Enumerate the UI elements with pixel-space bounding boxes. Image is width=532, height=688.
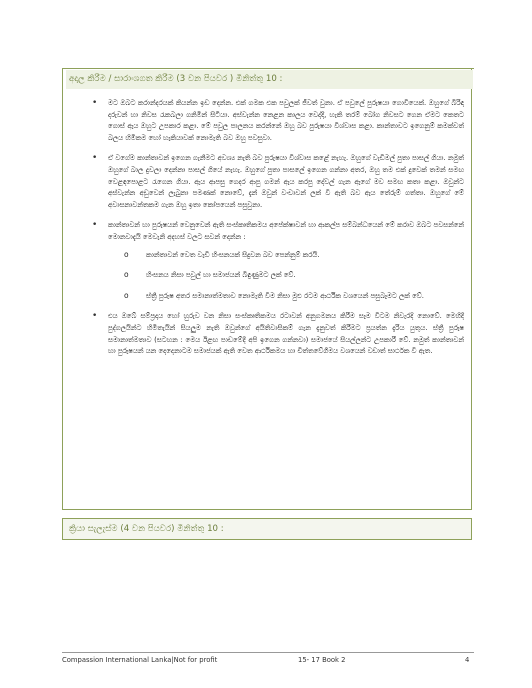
section-heading-apply: අදාල කිරීම / සාරාංශගත කිරීම (3 වන පියවර ) මිනිත්තු 10 : xyxy=(66,70,473,89)
bullet-discussion xyxy=(92,220,464,302)
sub-item: o කාන්තාවන් වෙත වැඩි හිංසනයක් සිදුවන බව පෙන්නුම් කරයි. xyxy=(108,250,464,262)
bullet-story xyxy=(92,98,464,144)
bullet-text: එය ඔබේ සම්ප්‍රදාය හෝ හුරුව වන නිසා සංස්කෘතිකමය රටාවන් අනුගමනය කිරීම සෑම විටම නිවැරදි නොවේ. මෙහිදී පුද්ගලයින්ට හිමිතැයින් සියලුම නැති ඔවුන්ගේ අයිතිවාසිකම් ගැන දැනුවත් කිරීමට ප්‍රයත්න දැරිය යුතුය. ස්ත්‍රී පුරුෂ සමානාත්මතාව (සටහන : මෙය ඊළඟ පාඩමේදී අපි ඉගෙන ගන්නවා) සමාජයේ සියල්ලන්ට උපකාරී වේ. නමුත් කාන්තාවන් හා පුරුෂයන් යන දෙදෙනාටම සමාජයක් ඇති වෙත ආර්ථිකමය හා චිත්තවේගීමය වශයෙන් වඩාත් සාර්ථක වී ඇත. xyxy=(108,312,464,356)
section-heading-action-plan: ක්‍රියා සැලැස්ම (4 වන පියවර) මිනිත්තු 10 : xyxy=(62,518,472,540)
bullet-story-continued xyxy=(92,153,464,211)
sub-list xyxy=(108,250,464,303)
footer-book: 15- 17 Book 2 xyxy=(298,656,346,664)
sub-item: o ස්ත්‍රී පුරුෂ අතර සමානාත්මතාව නොමැති වීම නිසා මුළු රටම ආර්ථික වශයෙන් පසුබෑමට ලක් වේ. xyxy=(108,291,464,303)
bullet-text: ඒ වගේම කාන්තාවන් ඉගෙන ගැනීමට අවශ්‍ය නැති බව පුරුෂයා විශ්වාස කළේ නැහැ. ඔහුගේ වැඩිමල් පුතා පාසල් ගියා. නමුත් ඔහුගේ බාල දුවලා දෙන්නා පාසල් ගියේ නැහැ. ඔහුගේ පුතා පාසලේ ඉගෙන ගන්නා අතර, ඔහු තම එක් දුවෙක් තමන් සමඟ වෙළඳපොළට රැගෙන ගියා. ඇය ආපසු ගෙදර ආපු ගමන් ඇය කරපු දේවල් ගැන ඇගේ මව සමඟ කතා කළා. ඔවුන්ට අස්වැන්න අඩුවෙන් ලැබුනා පමණක් නොවේ, දැන් ඔවුන් වංචාවන් ලක් වී ඇති බව ඇය තේරුම් ගත්තා. ඔහුගේ මේ අවාසනාවන්තකම ගැන ඔහු ඉතා කෝපයෙන් පසුවුනා. xyxy=(108,154,464,209)
bullet-text: මට ඔබට කරාන්දරයක් කියන්න ඉඩ දෙන්න. එක් ගමක එක පවුලක් ජීවත් වුනා. ඒ පවුලේ පුරුෂයා ගොවියෙක්. ඔහුගේ බිරිඳ දරුවන් හා නිවස රැකබලා ගනිමින් සිටියා. අස්වැන්න නෙළන කාලය වෙද්දී, හැකි තරම් බෝග නිවසට ගෙන ඒමට කෙතට ගොස් ඇය ඔහුට උපකාර කළා. මේ පවුල පාලනය කරන්නේ ඔහු බව පුරුෂයා විශ්වාස කළා. කාන්තාවට ඉගෙනුම් කමක්වත් බලය හිමිකම හෝ හැකියාවක් නොමැති බව ඔහු පවසුවා. xyxy=(108,99,464,142)
footer-page-number: 4 xyxy=(465,656,470,664)
footer-org: Compassion International Lanka|Not for profit xyxy=(62,656,218,664)
sub-item: o හිංසනය නිසා පවුල් හා සමාජයන් බිඳුණුමට ලක් වේ. xyxy=(108,270,464,282)
bullet-list xyxy=(92,98,464,367)
bullet-conclusion xyxy=(92,311,464,357)
footer-rule xyxy=(62,652,474,653)
bullet-text: කාන්තාවන් හා පුරුෂයන් වෙනුවෙන් ඇති සංස්කෘතිකමය අපේක්ෂාවන් හා ආකල්ප සම්බන්ධයෙන් මේ කරාව ඔබට පවසන්නේ මොනවාදැයි මෙවැනි අදහස් වලට සවන් දෙන්න : xyxy=(108,221,464,241)
